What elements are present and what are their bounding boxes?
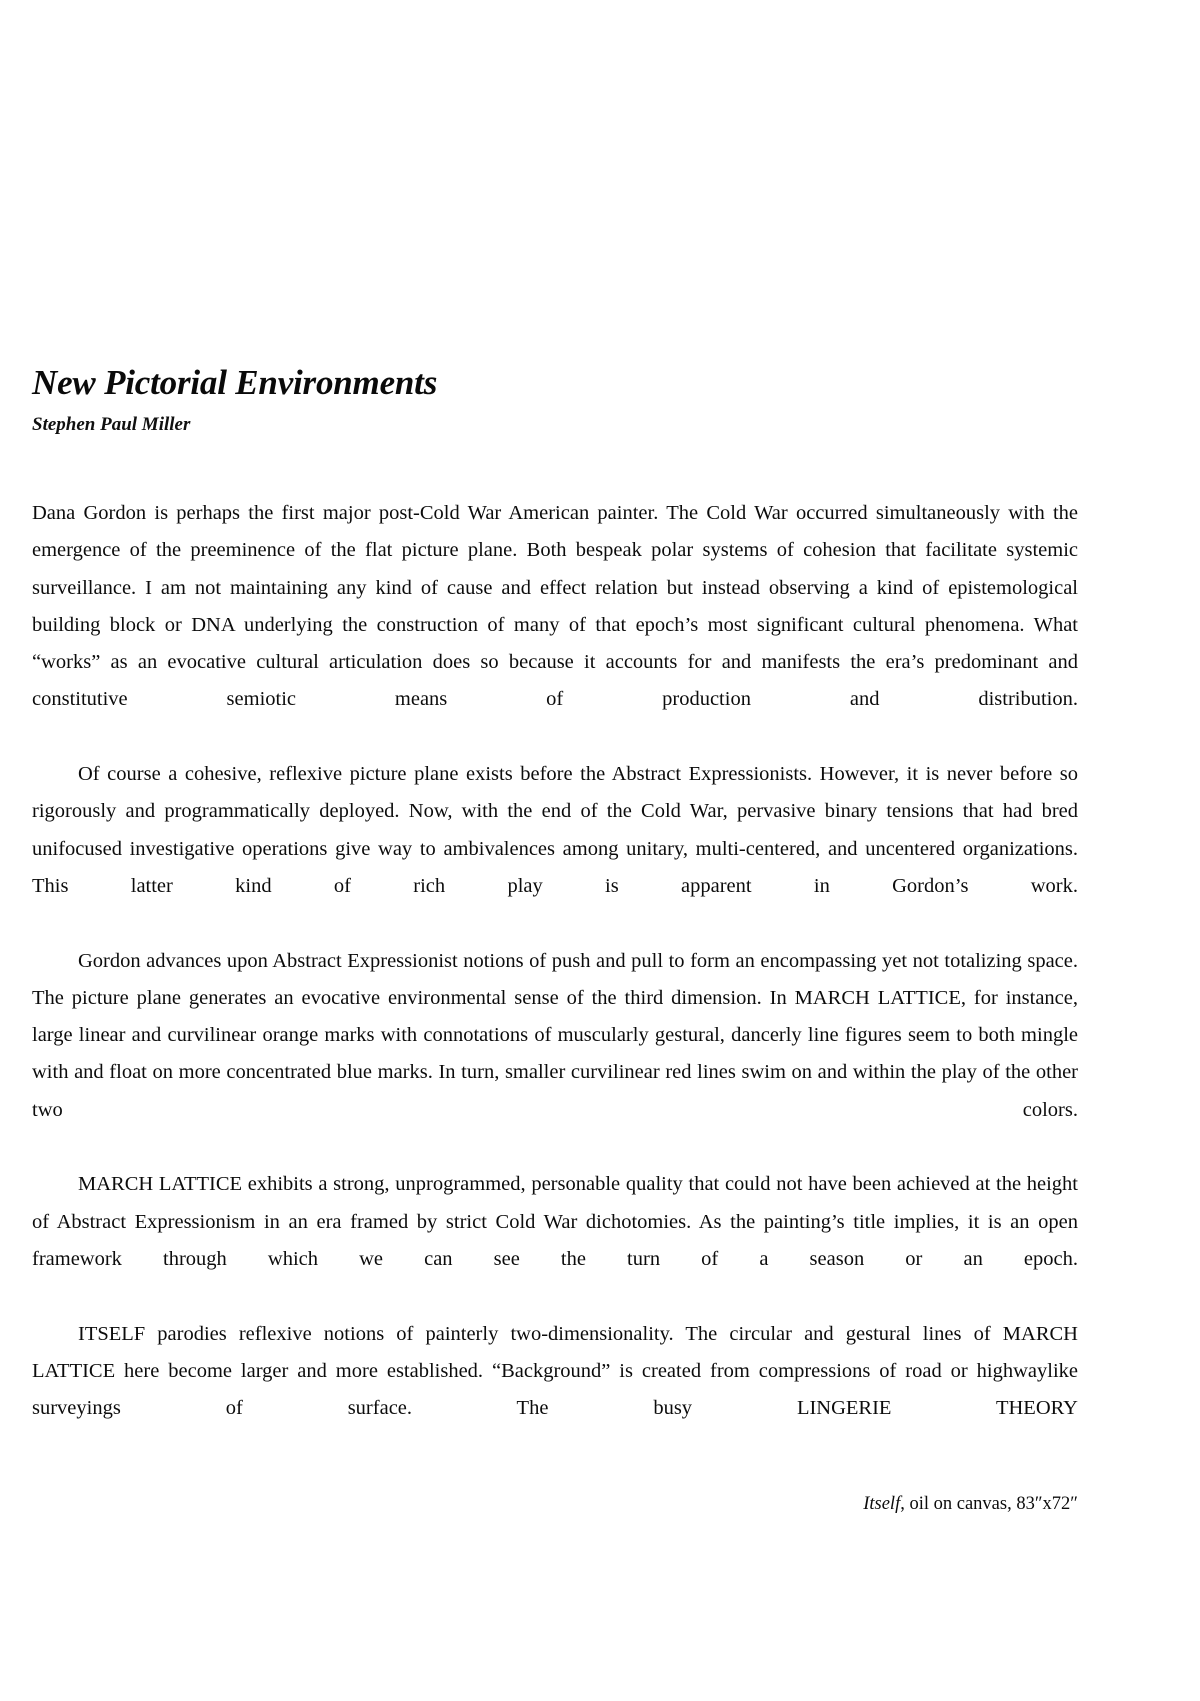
article-masthead (32, 363, 1078, 437)
figure-caption (32, 1492, 1078, 1516)
caption-work-title: Itself (863, 1494, 901, 1514)
article-body (32, 495, 1078, 1465)
paragraph-5: ITSELF parodies reflexive notions of painterly two-dimensionality. The circular and gestural lines of MARCH LATTICE here become larger and more established. “Background” is created from compressions of road or highwaylike surveyings of surface. The busy LINGERIE THEORY (32, 1322, 1078, 1420)
caption-work-meta: , oil on canvas, 83″x72″ (900, 1494, 1078, 1514)
paragraph-1: Dana Gordon is perhaps the first major post-Cold War American painter. The Cold War occurred simultaneously with the emergence of the preeminence of the flat picture plane. Both bespeak polar systems of cohesion that facilitate systemic surveillance. I am not maintaining any kind of cause and effect relation but instead observing a kind of epistemological building block or DNA underlying the construction of many of that epoch’s most significant cultural phenomena. What “works” as an evocative cultural articulation does so because it accounts for and manifests the era’s predominant and constitutive semiotic means of production and distribution. (32, 502, 1078, 711)
page-title: New Pictorial Environments (32, 363, 438, 402)
paragraph-3: Gordon advances upon Abstract Expressionist notions of push and pull to form an encompassing yet not totalizing space. The picture plane generates an evocative environmental sense of the third dimension. In MARCH LATTICE, for instance, large linear and curvilinear orange marks with connotations of muscularly gestural, dancerly line figures seem to both mingle with and float on more concentrated blue marks. In turn, smaller curvilinear red lines swim on and within the play of the other two colors. (32, 949, 1078, 1121)
paragraph-2: Of course a cohesive, reflexive picture plane exists before the Abstract Expressionists. However, it is never before so rigorously and programmatically deployed. Now, with the end of the Cold War, pervasive binary tensions that had bred unifocused investigative operations give way to ambivalences among unitary, multi-centered, and uncentered organizations. This latter kind of rich play is apparent in Gordon’s work. (32, 763, 1078, 897)
paragraph-4: MARCH LATTICE exhibits a strong, unprogrammed, personable quality that could not have been achieved at the height of Abstract Expressionism in an era framed by strict Cold War dichotomies. As the painting’s title implies, it is an open framework through which we can see the turn of a season or an epoch. (32, 1173, 1078, 1270)
article-author: Stephen Paul Miller (32, 414, 191, 435)
